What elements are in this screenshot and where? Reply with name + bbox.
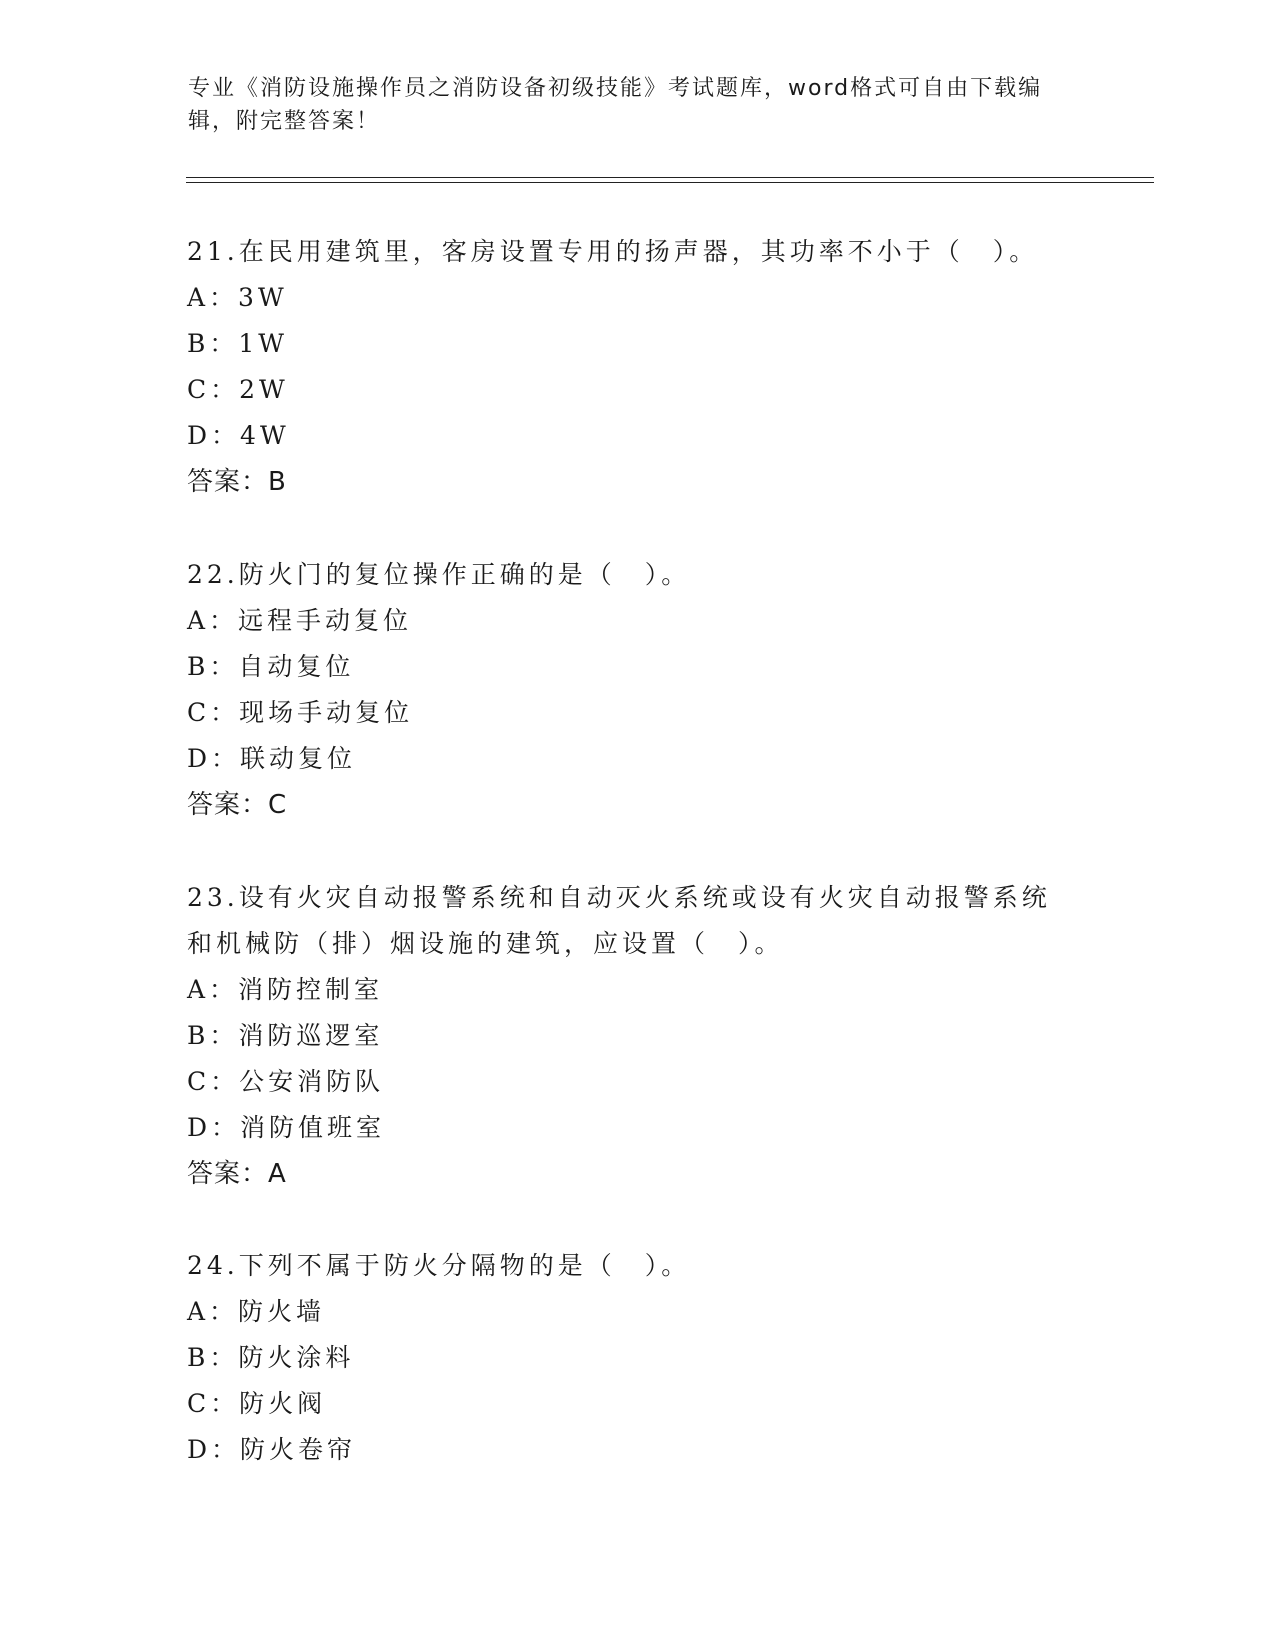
option-b: B：1W — [187, 329, 288, 358]
answer-text: 答案：B — [187, 467, 287, 497]
question-stem: 24.下列不属于防火分隔物的是（ ）。 — [187, 1251, 691, 1280]
option-c: C：2W — [187, 375, 289, 404]
option-c: C：防火阀 — [187, 1389, 327, 1418]
option-b: B：防火涂料 — [187, 1343, 355, 1372]
option-b: B：消防巡逻室 — [187, 1021, 384, 1050]
question-stem: 22.防火门的复位操作正确的是（ ）。 — [187, 560, 691, 589]
option-a: A：消防控制室 — [187, 975, 384, 1004]
question-stem: 23.设有火灾自动报警系统和自动灭火系统或设有火灾自动报警系统和机械防（排）烟设施的建筑，应设置（ ）。 — [187, 883, 1051, 958]
question-stem: 21.在民用建筑里，客房设置专用的扬声器，其功率不小于（ ）。 — [187, 237, 1039, 266]
question-23 — [187, 875, 1087, 1197]
question-22 — [187, 552, 1087, 828]
header-divider-top — [186, 177, 1154, 178]
option-d: D：4W — [187, 421, 290, 450]
option-a: A：远程手动复位 — [187, 606, 413, 635]
answer-text: 答案：C — [187, 790, 288, 820]
document-header: 专业《消防设施操作员之消防设备初级技能》考试题库，word格式可自由下载编辑，附完整答案！ — [188, 76, 1043, 134]
option-d: D：防火卷帘 — [187, 1435, 357, 1464]
question-21 — [187, 229, 1087, 505]
option-a: A：3W — [187, 283, 288, 312]
option-c: C：现场手动复位 — [187, 698, 414, 727]
option-c: C：公安消防队 — [187, 1067, 385, 1096]
option-d: D：联动复位 — [187, 744, 357, 773]
answer-text: 答案：A — [187, 1159, 287, 1189]
option-d: D：消防值班室 — [187, 1113, 386, 1142]
header-divider-bottom — [186, 182, 1154, 183]
option-b: B：自动复位 — [187, 652, 355, 681]
question-24 — [187, 1243, 1087, 1473]
option-a: A：防火墙 — [187, 1297, 326, 1326]
